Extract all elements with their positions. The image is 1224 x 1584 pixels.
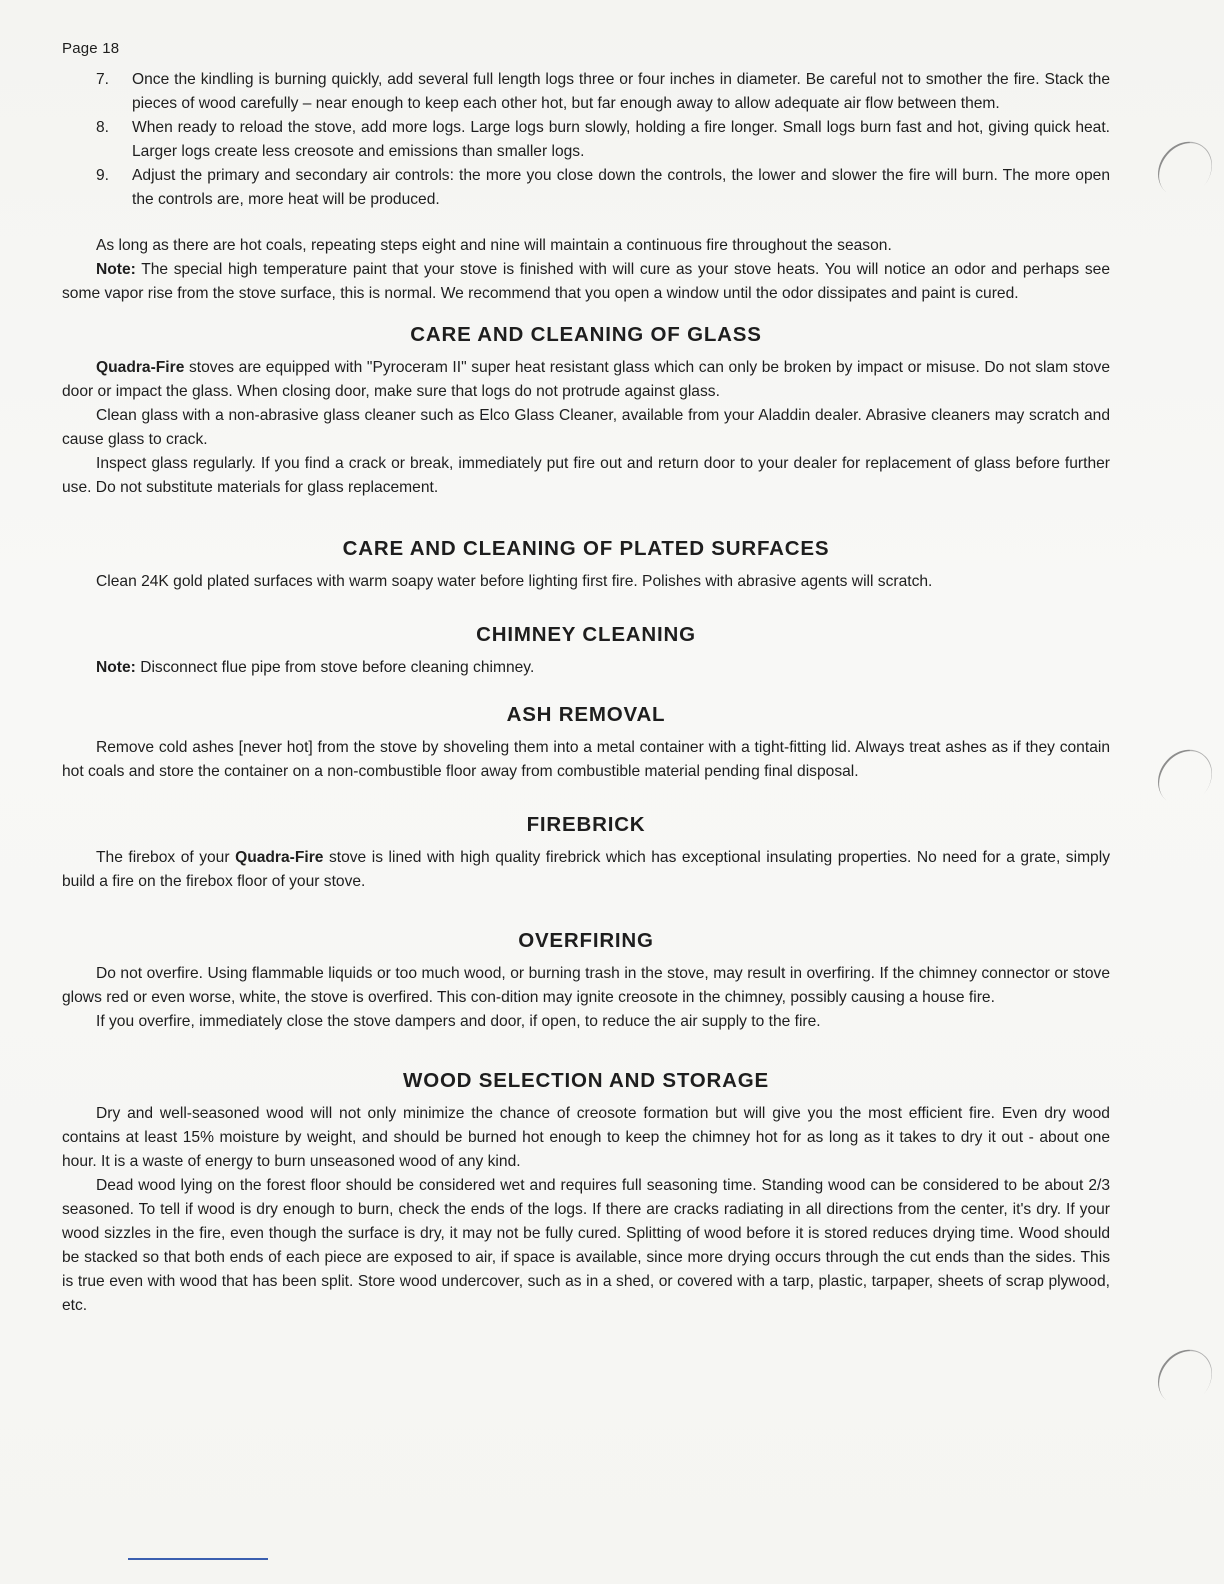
section-heading-chimney: CHIMNEY CLEANING [476,623,696,646]
page-content [62,68,1110,1318]
section-heading-wood: WOOD SELECTION AND STORAGE [403,1069,769,1092]
brand-name: Quadra-Fire [235,849,324,866]
brand-name: Quadra-Fire [96,359,185,376]
firebrick-text-pre: The firebox of your [96,849,236,866]
step-text: Adjust the primary and secondary air controls: the more you close down the controls, the lower and slower the fire will burn. The more open the controls are, more heat will be produced. [132,167,1110,208]
binder-hole-bottom [1147,1339,1223,1416]
wood-paragraph-1: Dry and well-seasoned wood will not only minimize the chance of creosote formation but will give you the most efficient fire. Even dry wood contains at least 15% moisture by weight, and should be burned hot enough to keep the chimney hot for as long as it takes to dry it out - about one hour. It is a waste of energy to burn unseasoned wood of any kind. [62,1105,1110,1170]
step-text: When ready to reload the stove, add more logs. Large logs burn slowly, holding a fire longer. Small logs burn fast and hot, giving quick heat. Larger logs create less creosote and emissions than smaller logs. [132,119,1110,160]
plated-paragraph: Clean 24K gold plated surfaces with warm soapy water before lighting first fire. Polishes with abrasive agents will scratch. [96,573,933,590]
section-heading-glass: CARE AND CLEANING OF GLASS [410,323,762,346]
binder-hole-middle [1147,739,1223,816]
glass-paragraph-1-text: stoves are equipped with "Pyroceram II" super heat resistant glass which can only be broken by impact or misuse. Do not slam stove door or impact the glass. When closing door, make sure that logs do not protrude against glass. [62,359,1110,400]
glass-paragraph-2: Clean glass with a non-abrasive glass cleaner such as Elco Glass Cleaner, available from your Aladdin dealer. Abrasive cleaners may scratch and cause glass to crack. [62,407,1110,448]
step-number: 7. [96,71,110,88]
list-item [62,116,1110,164]
paint-note-paragraph [62,258,1110,306]
ash-paragraph: Remove cold ashes [never hot] from the stove by shoveling them into a metal container with a tight-fitting lid. Always treat ashes as if they contain hot coals and store the container on a non-combustible floor away from combustible material pending final disposal. [62,739,1110,780]
note-text: Disconnect flue pipe from stove before cleaning chimney. [135,659,535,676]
step-number: 8. [96,119,110,136]
firebrick-paragraph [62,846,1110,894]
list-item [62,68,1110,116]
chimney-note-paragraph [62,656,1110,680]
wood-paragraph-2: Dead wood lying on the forest floor should be considered wet and requires full seasoning time. Standing wood can be considered to be about 2/3 seasoned. To tell if wood is dry enough to burn, check the ends of the logs. If there are cracks radiating in all directions from the center, it's dry. If your wood sizzles in the fire, even though the surface is dry, it may not be fully cured. Splitting of wood before it is stored reduces drying time. Wood should be stacked so that both ends of each piece are exposed to air, if space is available, since more drying occurs through the cut ends than the sides. This is true even with wood that has been split. Store wood undercover, such as in a shed, or covered with a tarp, plastic, tarpaper, sheets of scrap plywood, etc. [62,1177,1110,1314]
section-heading-firebrick: FIREBRICK [526,813,646,836]
section-heading-ash: ASH REMOVAL [506,703,666,726]
instruction-steps [62,68,1110,212]
glass-paragraph-3: Inspect glass regularly. If you find a crack or break, immediately put fire out and return door to your dealer for replacement of glass before further use. Do not substitute materials for glass replacement. [62,455,1110,496]
bottom-divider [128,1558,268,1560]
note-label: Note: [96,261,136,278]
note-text: The special high temperature paint that your stove is finished with will cure as your stove heats. You will notice an odor and perhaps see some vapor rise from the stove surface, this is normal. We recommend that you open a window until the odor dissipates and paint is cured. [62,261,1110,302]
overfiring-paragraph-2: If you overfire, immediately close the stove dampers and door, if open, to reduce the air supply to the fire. [96,1013,821,1030]
note-label: Note: [96,659,136,676]
continuous-fire-paragraph: As long as there are hot coals, repeating steps eight and nine will maintain a continuous fire throughout the season. [96,237,892,254]
list-item [62,164,1110,212]
glass-paragraph-1 [62,356,1110,404]
firebrick-text-post: stove is lined with high quality firebrick which has exceptional insulating properties. No need for a grate, simply build a fire on the firebox floor of your stove. [62,849,1110,890]
section-heading-overfiring: OVERFIRING [518,929,654,952]
overfiring-paragraph-1: Do not overfire. Using flammable liquids or too much wood, or burning trash in the stove, may result in overfiring. If the chimney connector or stove glows red or even worse, white, the stove is overfired. This con-dition may ignite creosote in the chimney, possibly causing a house fire. [62,965,1110,1006]
section-heading-plated: CARE AND CLEANING OF PLATED SURFACES [342,537,830,560]
binder-hole-top [1147,131,1223,208]
step-text: Once the kindling is burning quickly, add several full length logs three or four inches in diameter. Be careful not to smother the fire. Stack the pieces of wood carefully – near enough to keep each other hot, but far enough away to allow adequate air flow between them. [132,71,1110,112]
page-number: Page 18 [62,40,120,57]
step-number: 9. [96,167,110,184]
